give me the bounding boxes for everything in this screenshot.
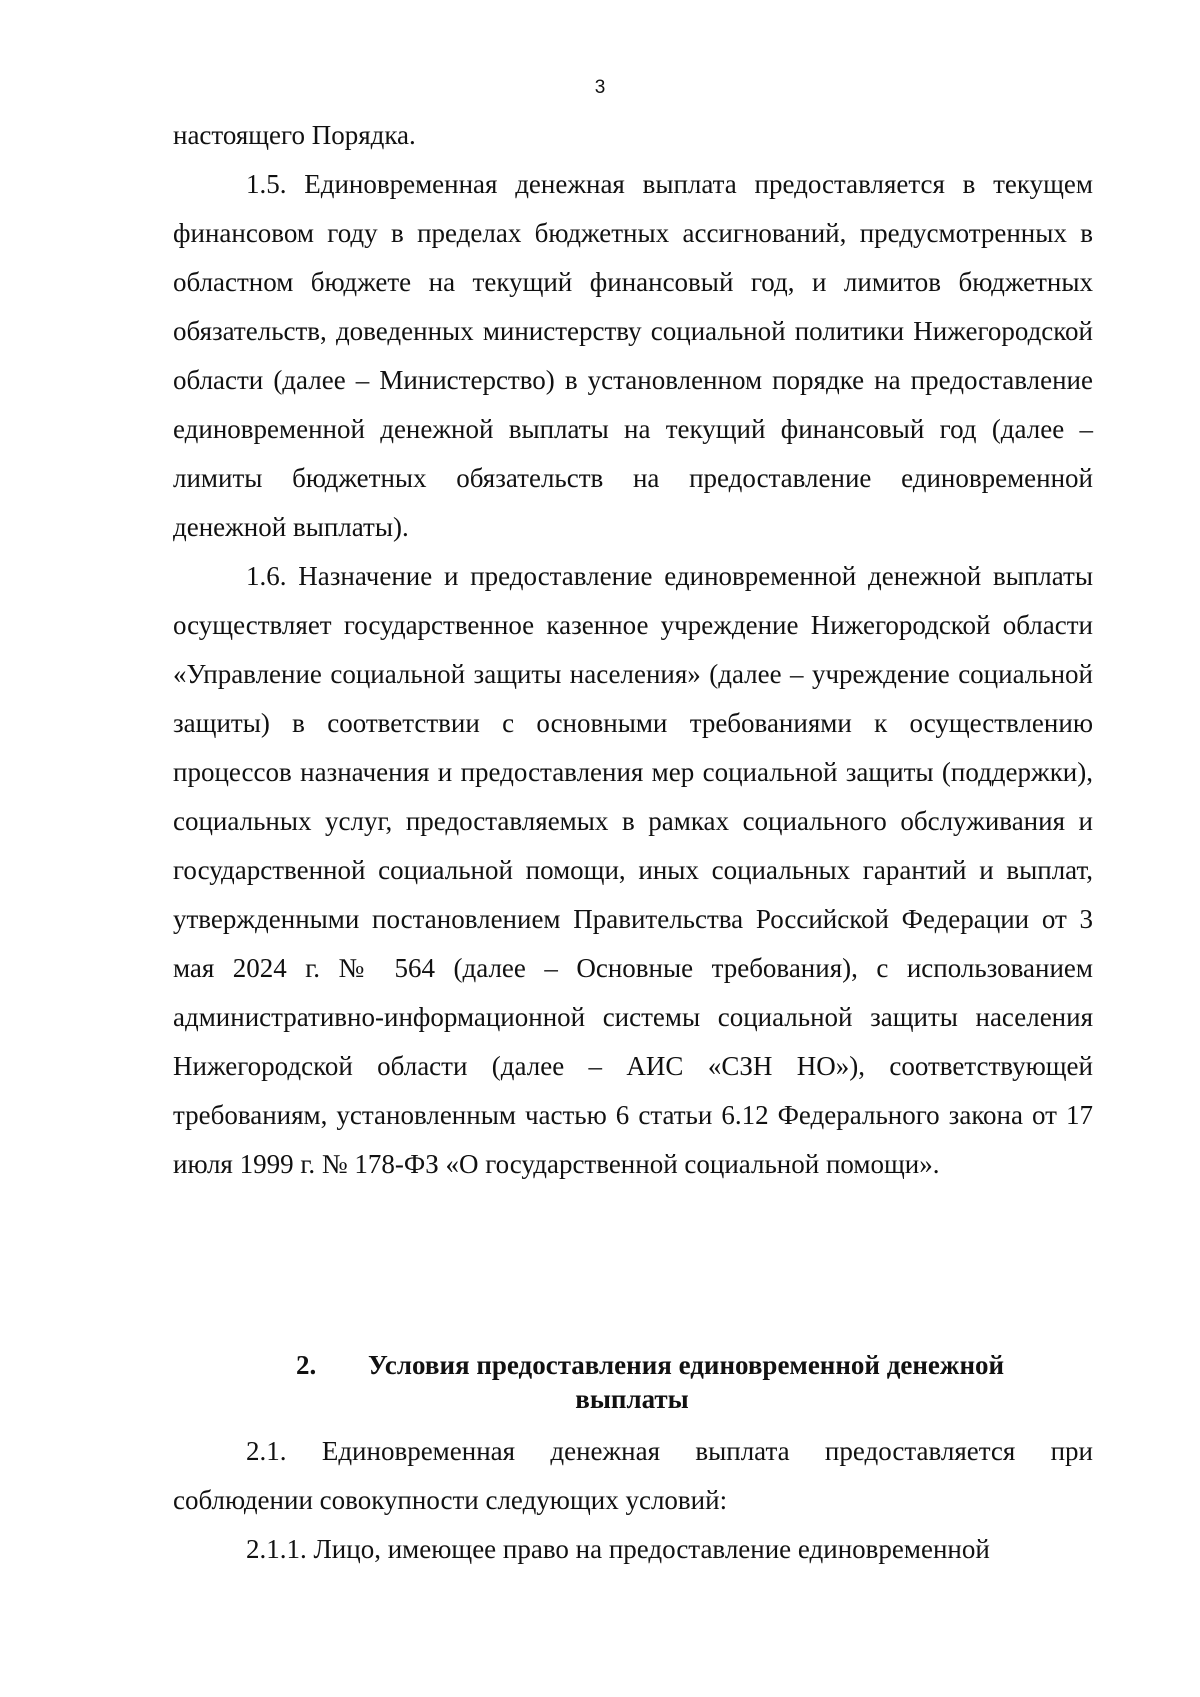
section-2-number: 2. — [296, 1350, 317, 1380]
page-number: 3 — [594, 77, 606, 98]
paragraph-1-6: 1.6. Назначение и предоставление единовременной денежной выплаты осуществляет государственное казенное учреждение Нижегородской области «Управление социальной защиты населения» (далее – учреждение социальной защиты) в соответствии с основными требованиями к осуществлению процессов назначения и предоставления мер социальной защиты (поддержки), социальных услуг, предоставляемых в рамках социального обслуживания и государственной социальной помощи, иных социальных гарантий и выплат, утвержденными постановлением Правительства Российской Федерации от 3 мая 2024 г. № 564 (далее – Основные требования), с использованием административно-информационной системы социальной защиты населения Нижегородской области (далее – АИС «СЗН НО»), соответствующей требованиям, установленным частью 6 статьи 6.12 Федерального закона от 17 июля 1999 г. № 178-ФЗ «О государственной социальной помощи». — [173, 561, 1093, 1179]
paragraph-1-5: 1.5. Единовременная денежная выплата предоставляется в текущем финансовом году в пределах бюджетных ассигнований, предусмотренных в областном бюджете на текущий финансовый год, и лимитов бюджетных обязательств, доведенных министерству социальной политики Нижегородской области (далее – Министерство) в установленном порядке на предоставление единовременной денежной выплаты на текущий финансовый год (далее – лимиты бюджетных обязательств на предоставление единовременной денежной выплаты). — [173, 169, 1093, 542]
section-2-title-part-1: Условия предоставления единовременной денежной — [368, 1350, 1005, 1380]
section-2-title-part-2: выплаты — [575, 1384, 689, 1414]
section-2-body — [173, 1427, 1093, 1574]
paragraph-2-1-1: 2.1.1. Лицо, имеющее право на предоставление единовременной — [246, 1534, 990, 1564]
section-1-body — [173, 111, 1093, 1189]
paragraph-continuation: настоящего Порядка. — [173, 120, 416, 150]
paragraph-2-1: 2.1. Единовременная денежная выплата предоставляется при соблюдении совокупности следующих условий: — [173, 1436, 1093, 1515]
section-2-heading-line-1 — [296, 1349, 1004, 1382]
